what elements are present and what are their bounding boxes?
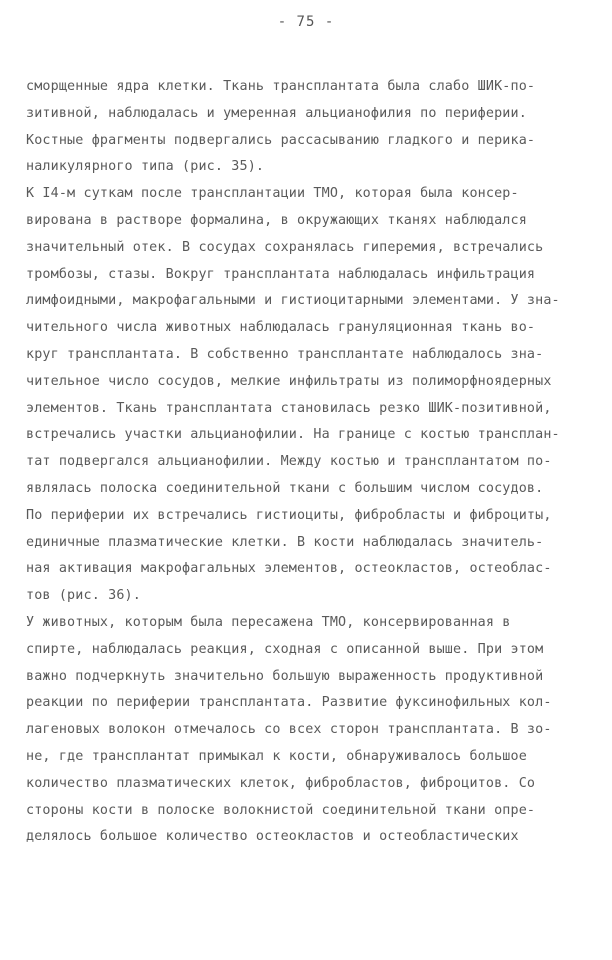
text-line: тромбозы, стазы. Вокруг трансплантата наблюдалась инфильтрация [26,266,536,282]
text-line: наликулярного типа (рис. 35). [26,159,265,175]
text-line: количество плазматических клеток, фибробластов, фиброцитов. Со [26,775,536,791]
body-text [26,74,586,851]
text-line: чительное число сосудов, мелкие инфильтраты из полиморфноядерных [26,373,552,389]
text-line: делялось большое количество остеокластов и остеобластических [26,829,519,845]
text-line: не, где трансплантат примыкал к кости, обнаруживалось большое [26,748,527,764]
text-line: единичные плазматические клетки. В кости наблюдалась значитель- [26,534,544,550]
text-line: чительного числа животных наблюдалась грануляционная ткань во- [26,320,536,336]
text-line: значительный отек. В сосудах сохранялась гиперемия, встречались [26,239,544,255]
text-line: К I4-м суткам после трансплантации ТМО, которая была консер- [26,186,519,202]
text-line: тат подвергался альцианофилии. Между костью и трансплантатом по- [26,454,552,470]
text-line: стороны кости в полоске волокнистой соединительной ткани опре- [26,802,536,818]
text-line: важно подчеркнуть значительно большую выраженность продуктивной [26,668,544,684]
text-line: лагеновых волокон отмечалось со всех сторон трансплантата. В зо- [26,722,552,738]
text-line: элементов. Ткань трансплантата становилась резко ШИК-позитивной, [26,400,552,416]
text-line: По периферии их встречались гистиоциты, фибробласты и фиброциты, [26,507,552,523]
text-line: круг трансплантата. В собственно трансплантате наблюдалось зна- [26,346,544,362]
text-line: тов (рис. 36). [26,588,141,604]
text-line: спирте, наблюдалась реакция, сходная с описанной выше. При этом [26,641,544,657]
text-line: У животных, которым была пересажена ТМО, консервированная в [26,614,511,630]
text-line: вирована в растворе формалина, в окружающих тканях наблюдался [26,212,527,228]
text-line: реакции по периферии трансплантата. Развитие фуксинофильных кол- [26,695,552,711]
text-line: сморщенные ядра клетки. Ткань трансплантата была слабо ШИК-по- [26,79,536,94]
text-line: встречались участки альцианофилии. На границе с костью трансплан- [26,427,560,443]
page-number: - 75 - [277,14,335,30]
text-line: ная активация макрофагальных элементов, остеокластов, остеоблас- [26,561,552,577]
text-line: лимфоидными, макрофагальными и гистиоцитарными элементами. У зна- [26,293,560,309]
text-line: Костные фрагменты подвергались рассасыванию гладкого и перика- [26,132,536,148]
text-line: являлась полоска соединительной ткани с большим числом сосудов. [26,480,544,496]
text-line: зитивной, наблюдалась и умеренная альцианофилия по периферии. [26,105,527,121]
